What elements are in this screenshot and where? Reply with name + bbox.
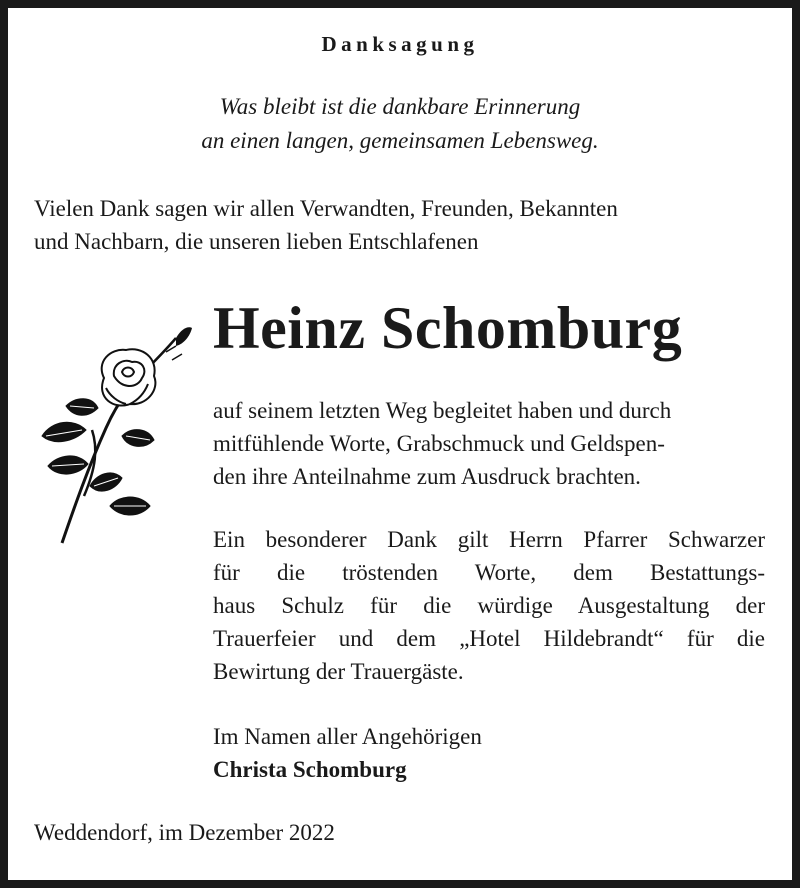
para2-line-5: Bewirtung der Trauergäste.: [213, 659, 464, 684]
quote-line-1: Was bleibt ist die dankbare Erinnerung: [219, 94, 581, 119]
deceased-name: Heinz Schomburg: [213, 295, 683, 361]
para1-line-1: auf seinem letzten Weg begleitet haben und durch: [213, 398, 672, 423]
para2-line-2: für die tröstenden Worte, dem Bestattungs-: [213, 560, 765, 585]
para2-line-4: Trauerfeier und dem „Hotel Hildebrandt“ für die: [213, 626, 765, 651]
place-date: Weddendorf, im Dezember 2022: [34, 820, 335, 845]
rose-icon: [26, 318, 196, 558]
para2-line-1: Ein besonderer Dank gilt Herrn Pfarrer Schwarzer: [213, 527, 765, 552]
intro-line-1: Vielen Dank sagen wir allen Verwandten, Freunden, Bekannten: [34, 196, 618, 221]
quote-line-2: an einen langen, gemeinsamen Lebensweg.: [201, 128, 599, 153]
intro-line-2: und Nachbarn, die unseren lieben Entschlafenen: [34, 229, 479, 254]
signoff: Im Namen aller Angehörigen: [213, 724, 482, 749]
para2-line-3: haus Schulz für die würdige Ausgestaltung der: [213, 593, 765, 618]
para1-line-3: den ihre Anteilnahme zum Ausdruck brachten.: [213, 464, 641, 489]
signer-name: Christa Schomburg: [213, 757, 407, 782]
para1-line-2: mitfühlende Worte, Grabschmuck und Geldspen-: [213, 431, 665, 456]
heading: Danksagung: [321, 32, 479, 56]
obituary-notice: [8, 8, 792, 880]
